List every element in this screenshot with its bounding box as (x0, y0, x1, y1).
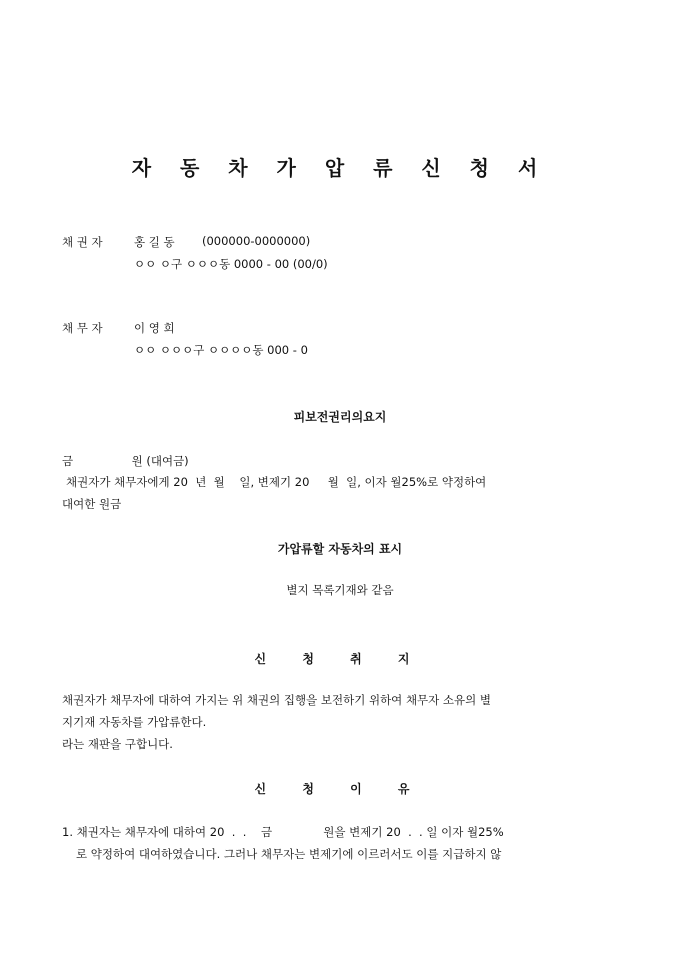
reason-heading: 신 청 이 유 (254, 782, 426, 796)
claim-heading: 피보전권리의요지 (293, 410, 387, 424)
creditor-address: ㅇㅇ ㅇ구 ㅇㅇㅇ동 0000 - 00 (00/0) (134, 257, 328, 271)
debtor-address: ㅇㅇ ㅇㅇㅇ구 ㅇㅇㅇㅇ동 000 - 0 (134, 343, 308, 357)
purpose-line3: 라는 재판을 구합니다. (62, 737, 173, 751)
creditor-name: 홍 길 동 (134, 235, 175, 249)
vehicle-text: 별지 목록기재와 같음 (286, 583, 394, 597)
claim-detail-line2: 대여한 원금 (62, 497, 122, 511)
vehicle-heading: 가압류할 자동차의 표시 (277, 542, 403, 556)
creditor-label: 채 권 자 (62, 235, 103, 249)
debtor-label: 채 무 자 (62, 321, 103, 335)
creditor-id: (000000-0000000) (202, 234, 311, 248)
purpose-line2: 지기재 자동차를 가압류한다. (62, 715, 207, 729)
document-title: 자 동 차 가 압 류 신 청 서 (131, 156, 549, 180)
claim-amount: 금 원 (대여금) (62, 454, 189, 468)
claim-detail-line1: 채권자가 채무자에게 20 년 월 일, 변제기 20 월 일, 이자 월25%로 약정하여 (66, 475, 487, 489)
debtor-name: 이 영 희 (134, 321, 175, 335)
reason-item1-line1: 1. 채권자는 채무자에 대하여 20 . . 금 원을 변제기 20 . . 일 이자 월25% (62, 825, 504, 839)
purpose-heading: 신 청 취 지 (254, 652, 426, 666)
reason-item1-line2: 로 약정하여 대여하였습니다. 그러나 채무자는 변제기에 이르러서도 이를 지급하지 않 (76, 847, 502, 861)
purpose-line1: 채권자가 채무자에 대하여 가지는 위 채권의 집행을 보전하기 위하여 채무자 소유의 별 (62, 693, 492, 707)
